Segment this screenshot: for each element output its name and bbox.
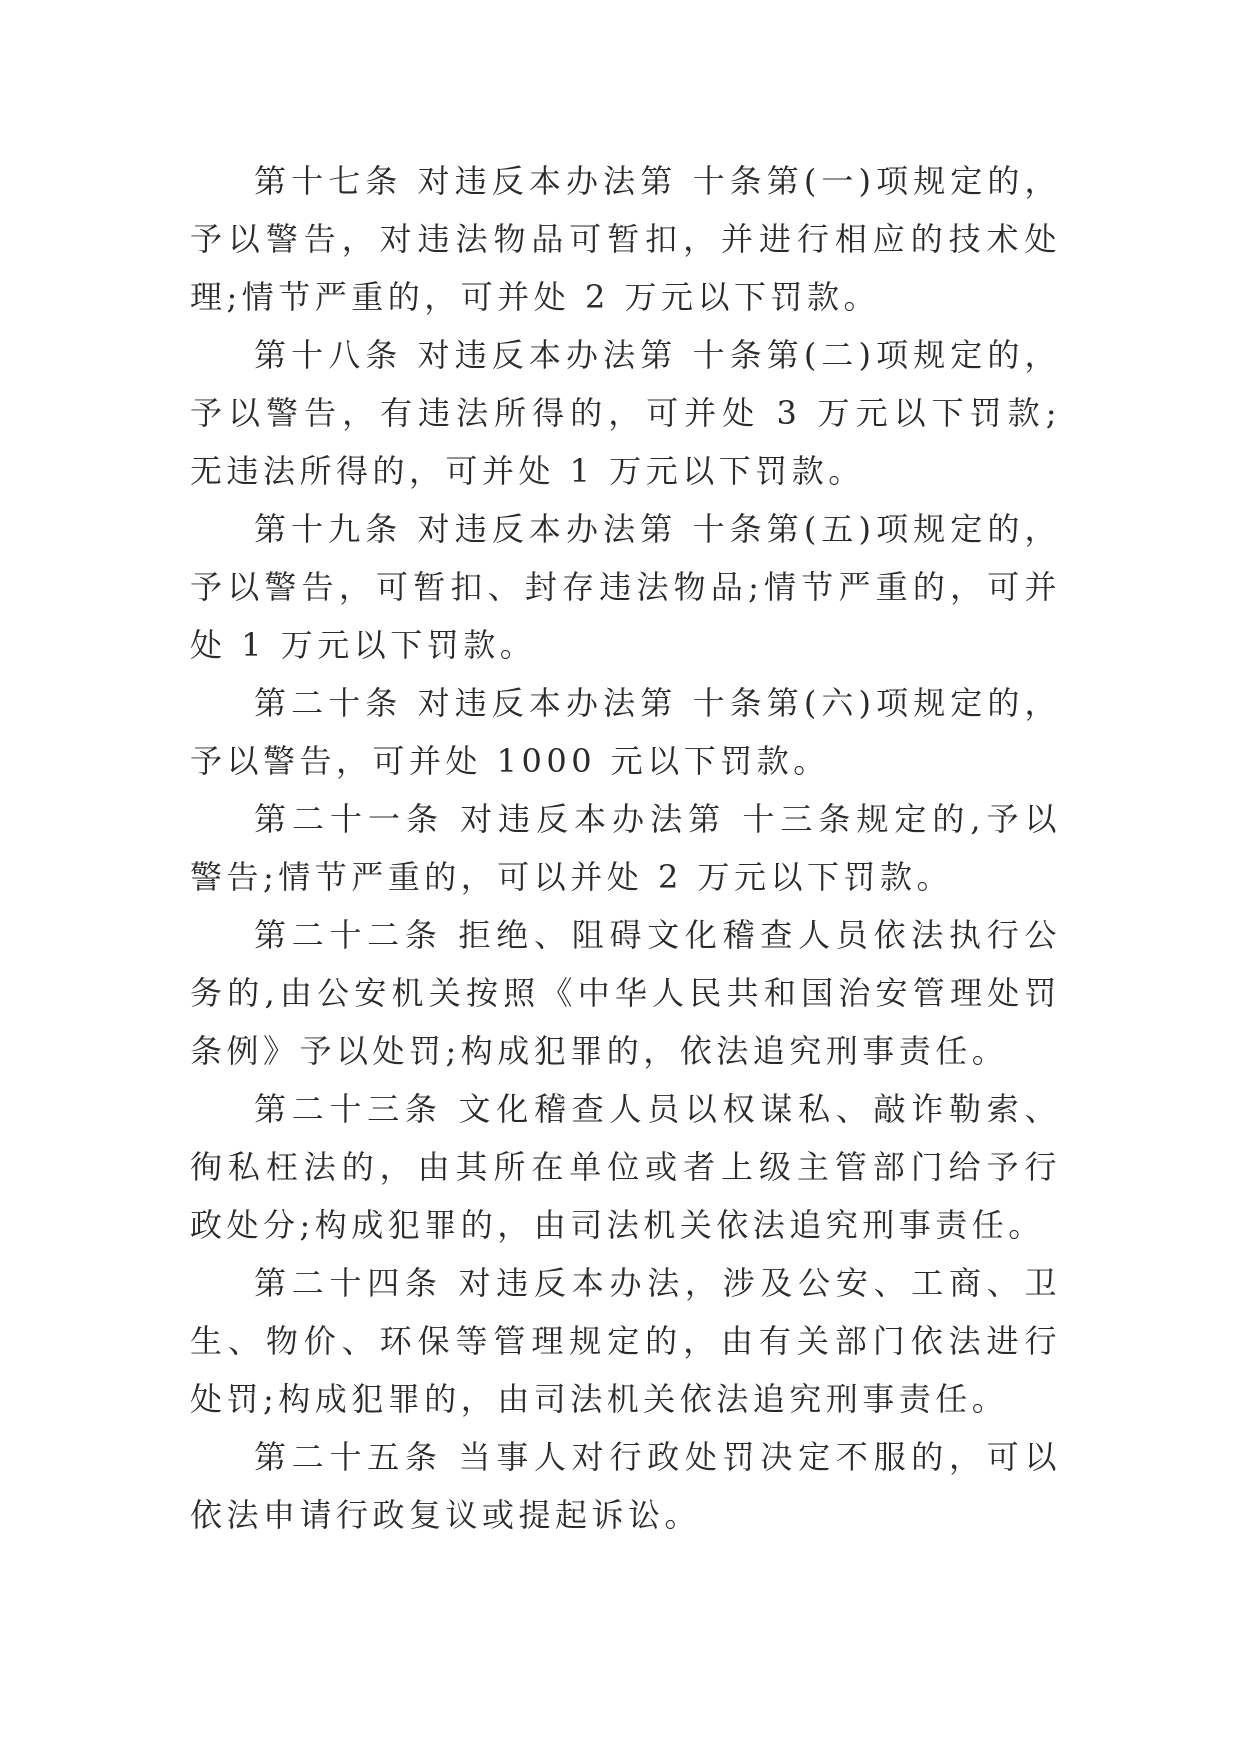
article-24: 第二十四条 对违反本办法，涉及公安、工商、卫生、物价、环保等管理规定的，由有关部门依法进行处罚;构成犯罪的，由司法机关依法追究刑事责任。 — [190, 1264, 1061, 1418]
article-23: 第二十三条 文化稽查人员以权谋私、敲诈勒索、徇私枉法的，由其所在单位或者上级主管部门给予行政处分;构成犯罪的，由司法机关依法追究刑事责任。 — [190, 1090, 1061, 1244]
article-17: 第十七条 对违反本办法第 十条第(一)项规定的，予以警告，对违法物品可暂扣，并进行相应的技术处理;情节严重的，可并处 2 万元以下罚款。 — [190, 162, 1061, 316]
article-18: 第十八条 对违反本办法第 十条第(二)项规定的，予以警告，有违法所得的，可并处 3 万元以下罚款;无违法所得的，可并处 1 万元以下罚款。 — [190, 336, 1061, 490]
article-25: 第二十五条 当事人对行政处罚决定不服的，可以依法申请行政复议或提起诉讼。 — [190, 1438, 1061, 1534]
article-20: 第二十条 对违反本办法第 十条第(六)项规定的，予以警告，可并处 1000 元以下罚款。 — [190, 684, 1061, 780]
article-21: 第二十一条 对违反本办法第 十三条规定的,予以警告;情节严重的，可以并处 2 万元以下罚款。 — [190, 800, 1061, 896]
article-19: 第十九条 对违反本办法第 十条第(五)项规定的，予以警告，可暂扣、封存违法物品;情节严重的，可并处 1 万元以下罚款。 — [190, 510, 1061, 664]
article-22: 第二十二条 拒绝、阻碍文化稽查人员依法执行公务的,由公安机关按照《中华人民共和国治安管理处罚条例》予以处罚;构成犯罪的，依法追究刑事责任。 — [190, 916, 1061, 1070]
